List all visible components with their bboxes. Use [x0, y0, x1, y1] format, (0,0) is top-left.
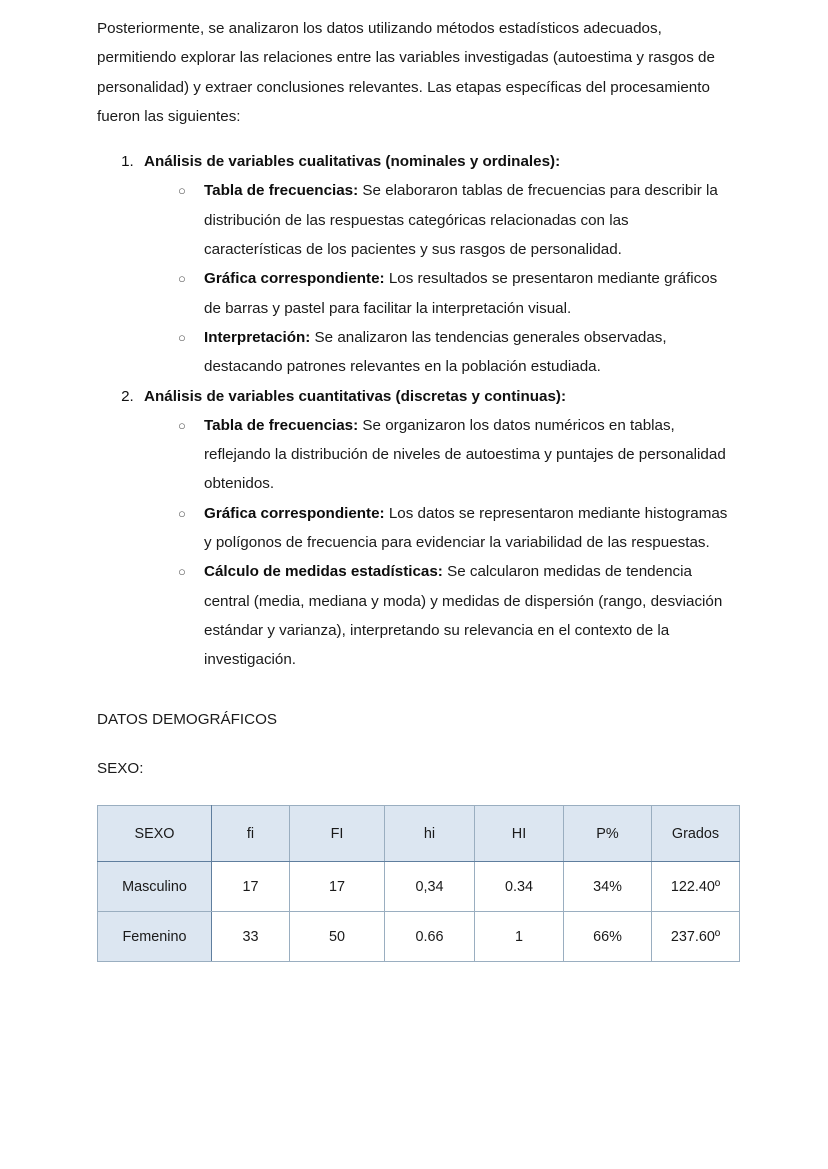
sublist-item-label: Tabla de frecuencias: [204, 416, 359, 434]
cell-masculino-hi: 0,34 [385, 862, 475, 912]
circle-bullet-icon: ○ [178, 329, 186, 345]
table-row [98, 912, 740, 962]
sublist-item-text: Los resultados se presentaron mediante gráficos de barras y pastel para facilitar la interpretación visual. [204, 270, 718, 317]
sublist-item [176, 499, 728, 558]
circle-bullet-icon: ○ [178, 505, 186, 521]
table-header-row [98, 806, 740, 862]
cell-masculino-percent: 34% [564, 862, 652, 912]
procedure-list [97, 147, 728, 674]
column-header-grados: Grados [652, 806, 740, 862]
sublist-item-text: Se elaboraron tablas de frecuencias para describir la distribución de las respuestas categóricas relacionadas con las características de los pacientes y sus rasgos de personalidad. [204, 182, 718, 259]
cell-masculino-HI: 0.34 [475, 862, 564, 912]
sublist-item [176, 557, 728, 674]
cell-femenino-FI: 50 [290, 912, 385, 962]
sublist-item-label: Interpretación: [204, 328, 311, 346]
list-item-1 [138, 147, 728, 381]
circle-bullet-icon: ○ [178, 271, 186, 287]
sublist-item [176, 264, 728, 323]
cell-femenino-grados: 237.60º [652, 912, 740, 962]
sublist-item-text: Se calcularon medidas de tendencia central (media, mediana y moda) y medidas de dispersión (rango, desviación estándar y varianza), interpretando su relevancia en el contexto de la investigación. [204, 563, 723, 669]
sublist-2 [144, 411, 728, 675]
sublist-item-label: Cálculo de medidas estadísticas: [204, 563, 443, 581]
table-row [98, 862, 740, 912]
circle-bullet-icon: ○ [178, 183, 186, 199]
cell-masculino-FI: 17 [290, 862, 385, 912]
demographics-heading: DATOS DEMOGRÁFICOS [97, 710, 278, 728]
sublist-item-text: Se organizaron los datos numéricos en tablas, reflejando la distribución de niveles de autoestima y puntajes de personalidad obtenidos. [204, 416, 726, 493]
circle-bullet-icon: ○ [178, 417, 186, 433]
sexo-subheading: SEXO: [97, 759, 144, 777]
column-header-sexo: SEXO [98, 806, 212, 862]
sublist-item-text: Los datos se representaron mediante histogramas y polígonos de frecuencia para evidenciar la variabilidad de las respuestas. [204, 504, 728, 552]
cell-femenino-percent: 66% [564, 912, 652, 962]
sublist-item-label: Gráfica correspondiente: [204, 504, 385, 522]
cell-femenino-hi: 0.66 [385, 912, 475, 962]
cell-femenino-fi: 33 [212, 912, 290, 962]
column-header-fi: fi [212, 806, 290, 862]
row-label-femenino: Femenino [98, 912, 212, 962]
sublist-item-label: Gráfica correspondiente: [204, 270, 385, 288]
column-header-HI: HI [475, 806, 564, 862]
sublist-item-text: Se analizaron las tendencias generales observadas, destacando patrones relevantes en la población estudiada. [204, 328, 667, 376]
sublist-item-label: Tabla de frecuencias: [204, 182, 359, 200]
row-label-masculino: Masculino [98, 862, 212, 912]
list-item-1-title: Análisis de variables cualitativas (nominales y ordinales): [144, 153, 561, 171]
cell-masculino-grados: 122.40º [652, 862, 740, 912]
sexo-frequency-table [97, 805, 740, 962]
sublist-item [176, 411, 728, 499]
sublist-item [176, 176, 728, 264]
column-header-hi: hi [385, 806, 475, 862]
circle-bullet-icon: ○ [178, 564, 186, 580]
column-header-FI: FI [290, 806, 385, 862]
intro-paragraph: Posteriormente, se analizaron los datos utilizando métodos estadísticos adecuados, permitiendo explorar las relaciones entre las variables investigadas (autoestima y rasgos de personalidad) y extraer conclusiones relevantes. Las etapas específicas del procesamiento fueron las siguientes: [97, 20, 715, 125]
cell-masculino-fi: 17 [212, 862, 290, 912]
column-header-percent: P% [564, 806, 652, 862]
cell-femenino-HI: 1 [475, 912, 564, 962]
sublist-1 [144, 176, 728, 381]
sublist-item [176, 323, 728, 382]
list-item-2 [138, 382, 728, 675]
list-item-2-title: Análisis de variables cuantitativas (discretas y continuas): [144, 387, 567, 405]
